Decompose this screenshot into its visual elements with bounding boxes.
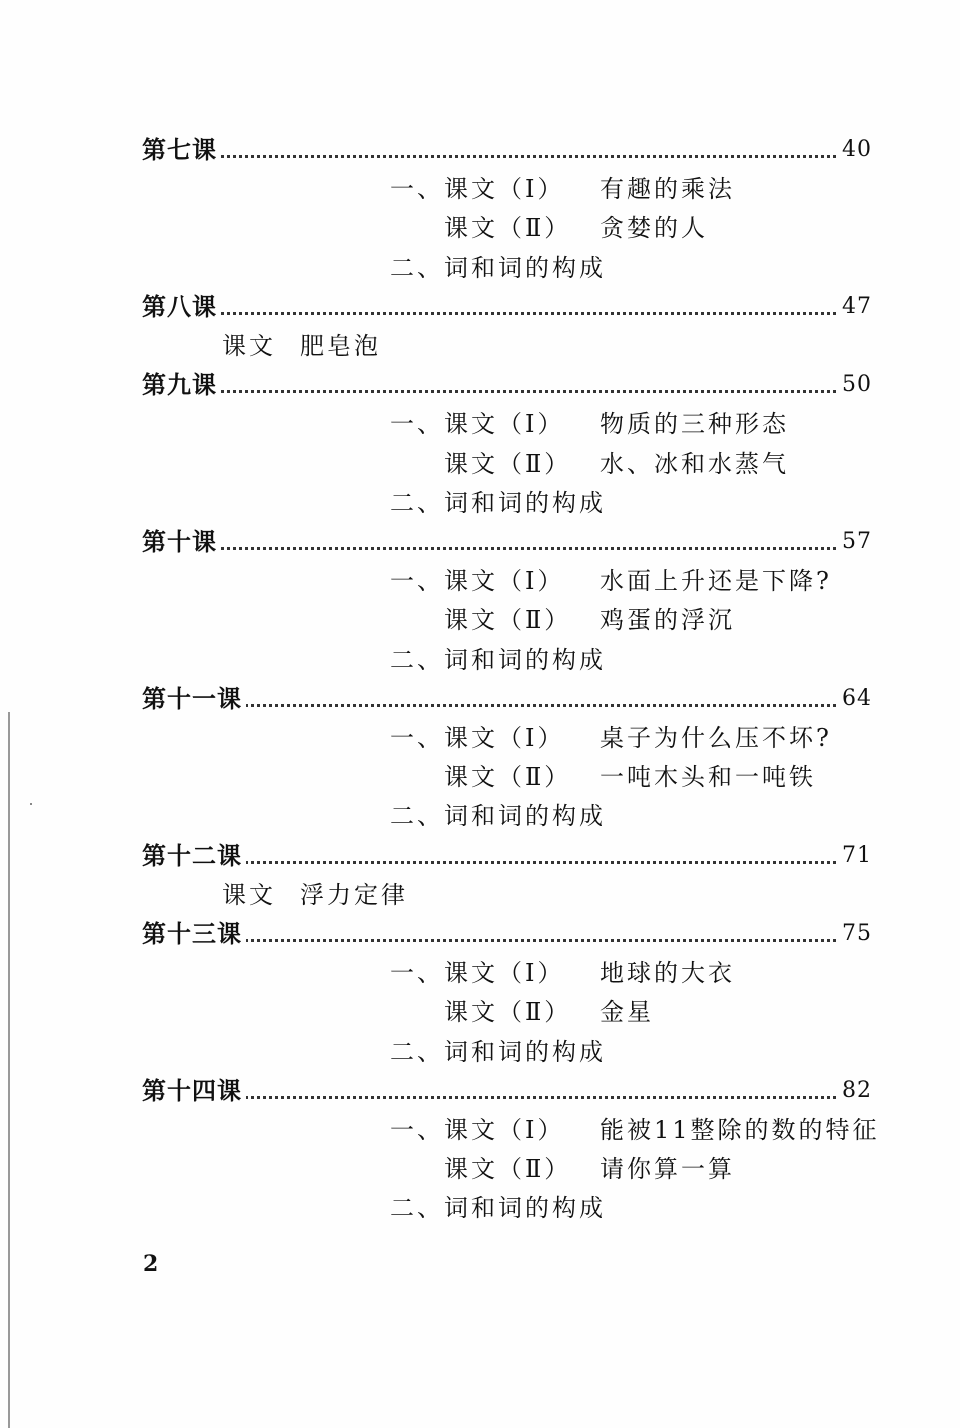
entry-title: 金星	[600, 998, 654, 1027]
toc-sub-entry	[222, 446, 960, 482]
lesson-page-number: 50	[838, 367, 872, 403]
lesson-title: 第十三课	[142, 916, 246, 952]
entry-marker: 二、	[390, 645, 444, 674]
toc-text-entry	[0, 877, 960, 913]
entry-title: 鸡蛋的浮沉	[600, 606, 735, 635]
toc-sub-entry	[222, 1034, 960, 1070]
toc-sub-entry	[222, 955, 960, 991]
toc-sub-entry	[222, 798, 960, 834]
entry-marker: 一、	[390, 959, 444, 988]
toc-lesson-entry	[0, 289, 960, 325]
toc-sub-entry	[222, 485, 960, 521]
lesson-title: 第十课	[142, 524, 221, 560]
lesson-title: 第八课	[142, 289, 221, 325]
entry-marker: 二、	[390, 488, 444, 517]
entry-label: 词和词的构成	[444, 802, 606, 831]
entry-title: 能被11整除的数的特征	[600, 1116, 880, 1144]
toc-sub-entry	[222, 642, 960, 678]
toc-sub-entry	[222, 994, 960, 1030]
entry-title: 地球的大衣	[600, 959, 735, 988]
toc-sub-entry	[222, 1190, 960, 1226]
lesson-page-number: 75	[838, 916, 872, 952]
lesson-page-number: 71	[838, 838, 872, 874]
entry-title: 浮力定律	[300, 880, 408, 909]
entry-title: 肥皂泡	[300, 332, 381, 360]
lesson-title: 第七课	[142, 132, 221, 168]
entry-marker: 一、	[390, 410, 444, 439]
entry-title: 请你算一算	[600, 1155, 735, 1184]
entry-marker: 二、	[390, 253, 444, 282]
toc-lesson-entry	[0, 132, 960, 168]
entry-label: 课文（Ⅱ）	[444, 606, 572, 635]
dot-leader	[150, 312, 842, 315]
toc-sub-entry	[222, 250, 960, 286]
entry-label: 课文（Ⅱ）	[444, 449, 572, 478]
dot-leader	[150, 155, 842, 158]
toc-lesson-entry	[0, 681, 960, 717]
entry-title: 桌子为什么压不坏?	[600, 724, 832, 752]
toc-sub-entry	[222, 1112, 960, 1148]
entry-marker: 二、	[390, 1194, 444, 1223]
entry-marker: 一、	[390, 724, 444, 752]
entry-label: 词和词的构成	[444, 1037, 606, 1066]
toc-sub-entry	[222, 563, 960, 599]
entry-marker: 一、	[390, 567, 444, 596]
entry-label: 课文（Ⅱ）	[444, 214, 572, 243]
toc-lesson-entry	[0, 524, 960, 560]
entry-label: 词和词的构成	[444, 645, 606, 674]
entry-marker: 二、	[390, 802, 444, 831]
scan-margin-line	[8, 712, 10, 1428]
entry-label: 课文（Ⅱ）	[444, 1155, 572, 1184]
entry-label: 课文	[222, 880, 276, 909]
entry-label: 课文（Ⅰ）	[444, 175, 565, 204]
lesson-page-number: 47	[838, 289, 872, 325]
entry-marker: 二、	[390, 1037, 444, 1066]
lesson-page-number: 82	[838, 1073, 872, 1109]
lesson-page-number: 40	[838, 132, 872, 168]
lesson-page-number: 64	[838, 681, 872, 717]
entry-label: 课文（Ⅰ）	[444, 959, 565, 988]
toc-sub-entry	[222, 210, 960, 246]
entry-label: 词和词的构成	[444, 253, 606, 282]
lesson-title: 第十四课	[142, 1073, 246, 1109]
entry-marker: 一、	[390, 175, 444, 204]
entry-label: 课文（Ⅰ）	[444, 1116, 565, 1144]
toc-lesson-entry	[0, 838, 960, 874]
entry-title: 有趣的乘法	[600, 175, 735, 204]
entry-label: 课文	[222, 332, 276, 360]
dot-leader	[150, 1096, 842, 1099]
lesson-title: 第九课	[142, 367, 221, 403]
dot-leader	[150, 861, 842, 864]
lesson-title: 第十二课	[142, 838, 246, 874]
entry-label: 课文（Ⅰ）	[444, 567, 565, 596]
toc-sub-entry	[222, 171, 960, 207]
page-number: 2	[143, 1251, 159, 1277]
entry-label: 词和词的构成	[444, 1194, 606, 1223]
entry-title: 水、冰和水蒸气	[600, 449, 789, 478]
entry-title: 水面上升还是下降?	[600, 567, 832, 596]
toc-sub-entry	[222, 759, 960, 795]
toc-lesson-entry	[0, 1073, 960, 1109]
entry-label: 课文（Ⅱ）	[444, 998, 572, 1027]
toc-lesson-entry	[0, 916, 960, 952]
toc-lesson-entry	[0, 367, 960, 403]
dot-leader	[150, 939, 842, 942]
toc-sub-entry	[222, 602, 960, 638]
lesson-title: 第十一课	[142, 681, 246, 717]
entry-label: 课文（Ⅱ）	[444, 763, 572, 792]
entry-label: 课文（Ⅰ）	[444, 724, 565, 752]
entry-title: 一吨木头和一吨铁	[600, 763, 816, 792]
entry-title: 物质的三种形态	[600, 410, 789, 439]
entry-marker: 一、	[390, 1116, 444, 1144]
entry-label: 课文（Ⅰ）	[444, 410, 565, 439]
toc-sub-entry	[222, 1151, 960, 1187]
entry-label: 词和词的构成	[444, 488, 606, 517]
toc-text-entry	[0, 328, 960, 364]
scan-speck	[30, 803, 32, 805]
dot-leader	[150, 704, 842, 707]
dot-leader	[150, 390, 842, 393]
toc-sub-entry	[222, 720, 960, 756]
entry-title: 贪婪的人	[600, 214, 708, 243]
lesson-page-number: 57	[838, 524, 872, 560]
toc-sub-entry	[222, 406, 960, 442]
dot-leader	[150, 547, 842, 550]
